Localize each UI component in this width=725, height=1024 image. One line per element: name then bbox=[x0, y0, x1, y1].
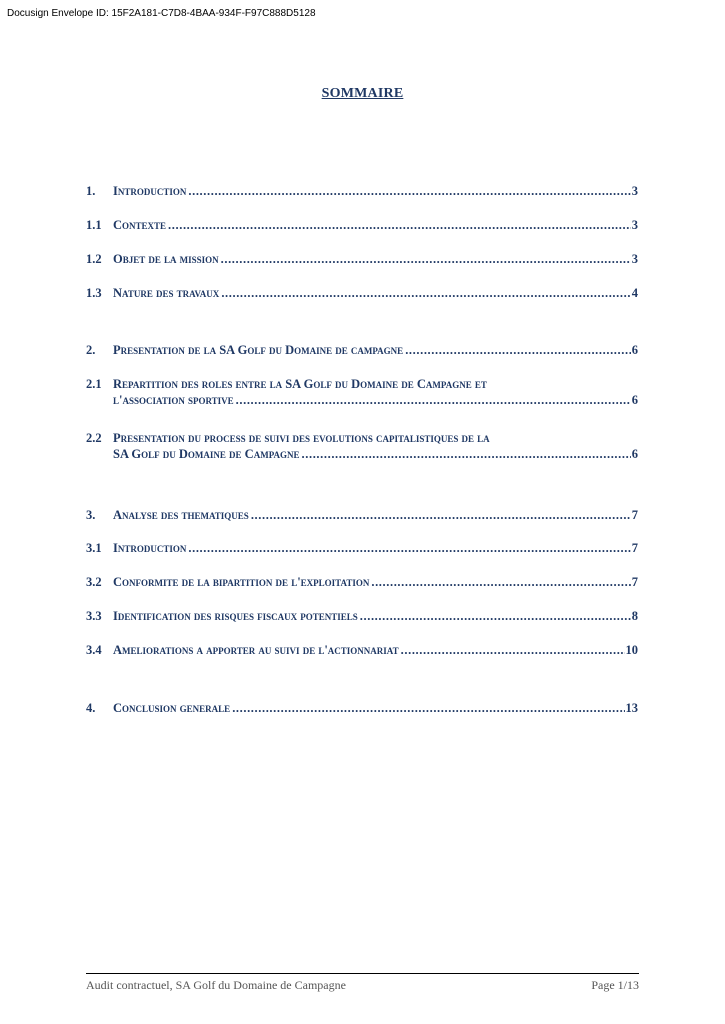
toc-number: 2.1 bbox=[86, 377, 102, 391]
toc-page-number: 6 bbox=[631, 393, 638, 407]
toc-entry-4[interactable] bbox=[86, 700, 638, 716]
toc-leader bbox=[251, 507, 631, 523]
toc-title: Presentation de la SA Golf du Domaine de campagne bbox=[113, 343, 404, 357]
toc-entry-3-3[interactable] bbox=[86, 608, 638, 624]
page-title: SOMMAIRE bbox=[321, 86, 404, 101]
toc-title-continued: l'association sportive bbox=[113, 393, 234, 407]
toc-title-continued: SA Golf du Domaine de Campagne bbox=[113, 447, 300, 461]
toc-number: 1.2 bbox=[86, 252, 102, 266]
docusign-envelope-id: Docusign Envelope ID: 15F2A181-C7D8-4BAA-934F-F97C888D5128 bbox=[7, 8, 316, 19]
toc-leader bbox=[221, 251, 631, 267]
toc-page-number: 6 bbox=[631, 343, 638, 357]
toc-page-number: 7 bbox=[631, 541, 638, 555]
toc-title: Objet de la mission bbox=[113, 252, 219, 266]
toc-number: 3.3 bbox=[86, 609, 102, 623]
toc-title: Analyse des thematiques bbox=[113, 508, 249, 522]
toc-leader bbox=[401, 642, 625, 658]
toc-title: Conclusion generale bbox=[113, 701, 231, 715]
toc-leader bbox=[360, 608, 631, 624]
toc-page-number: 3 bbox=[631, 252, 638, 266]
footer-page-number: Page 1/13 bbox=[591, 978, 639, 992]
toc-page-number: 3 bbox=[631, 218, 638, 232]
toc-entry-1-2[interactable] bbox=[86, 251, 638, 267]
toc-number: 3.2 bbox=[86, 575, 102, 589]
toc-entry-1-3[interactable] bbox=[86, 285, 638, 301]
toc-title: Nature des travaux bbox=[113, 286, 220, 300]
toc-entry-3[interactable] bbox=[86, 507, 638, 523]
toc-leader bbox=[188, 183, 630, 199]
toc-leader bbox=[232, 700, 624, 716]
toc-title: Repartition des roles entre la SA Golf du Domaine de Campagne et bbox=[113, 377, 487, 391]
toc-number: 1.1 bbox=[86, 218, 102, 232]
toc-page-number: 7 bbox=[631, 508, 638, 522]
toc-leader bbox=[236, 392, 631, 408]
toc-entry-3-2[interactable] bbox=[86, 574, 638, 590]
toc-leader bbox=[405, 342, 631, 358]
toc-title: Identification des risques fiscaux potentiels bbox=[113, 609, 358, 623]
toc-number: 1.3 bbox=[86, 286, 102, 300]
toc-number: 3.4 bbox=[86, 643, 102, 657]
toc-entry-1[interactable] bbox=[86, 183, 638, 199]
toc-entry-2[interactable] bbox=[86, 342, 638, 358]
toc-entry-3-4[interactable] bbox=[86, 642, 638, 658]
toc-title: Presentation du process de suivi des evolutions capitalistiques de la bbox=[113, 431, 490, 445]
footer-divider bbox=[86, 973, 639, 974]
toc-page-number: 6 bbox=[631, 447, 638, 461]
toc-leader bbox=[371, 574, 630, 590]
toc-page-number: 13 bbox=[625, 701, 638, 715]
toc-entry-1-1[interactable] bbox=[86, 217, 638, 233]
toc-entry-3-1[interactable] bbox=[86, 540, 638, 556]
toc-leader bbox=[221, 285, 630, 301]
toc-page-number: 8 bbox=[631, 609, 638, 623]
toc-leader bbox=[188, 540, 630, 556]
toc-number: 4. bbox=[86, 701, 96, 715]
toc-page-number: 4 bbox=[631, 286, 638, 300]
toc-number: 3.1 bbox=[86, 541, 102, 555]
toc-title: Introduction bbox=[113, 184, 187, 198]
toc-entry-2-2[interactable] bbox=[86, 430, 638, 462]
toc-leader bbox=[168, 217, 631, 233]
toc-title: Contexte bbox=[113, 218, 167, 232]
toc-page-number: 10 bbox=[625, 643, 638, 657]
toc-leader bbox=[302, 446, 631, 462]
toc-title: Introduction bbox=[113, 541, 187, 555]
toc-number: 2.2 bbox=[86, 431, 102, 445]
toc-entry-2-1[interactable] bbox=[86, 376, 638, 408]
toc-page-number: 7 bbox=[631, 575, 638, 589]
toc-number: 1. bbox=[86, 184, 96, 198]
toc-page-number: 3 bbox=[631, 184, 638, 198]
toc-title: Ameliorations a apporter au suivi de l'actionnariat bbox=[113, 643, 399, 657]
toc-title: Conformite de la bipartition de l'exploitation bbox=[113, 575, 370, 589]
toc-number: 2. bbox=[86, 343, 96, 357]
toc-number: 3. bbox=[86, 508, 96, 522]
footer-document-title: Audit contractuel, SA Golf du Domaine de Campagne bbox=[86, 978, 346, 992]
